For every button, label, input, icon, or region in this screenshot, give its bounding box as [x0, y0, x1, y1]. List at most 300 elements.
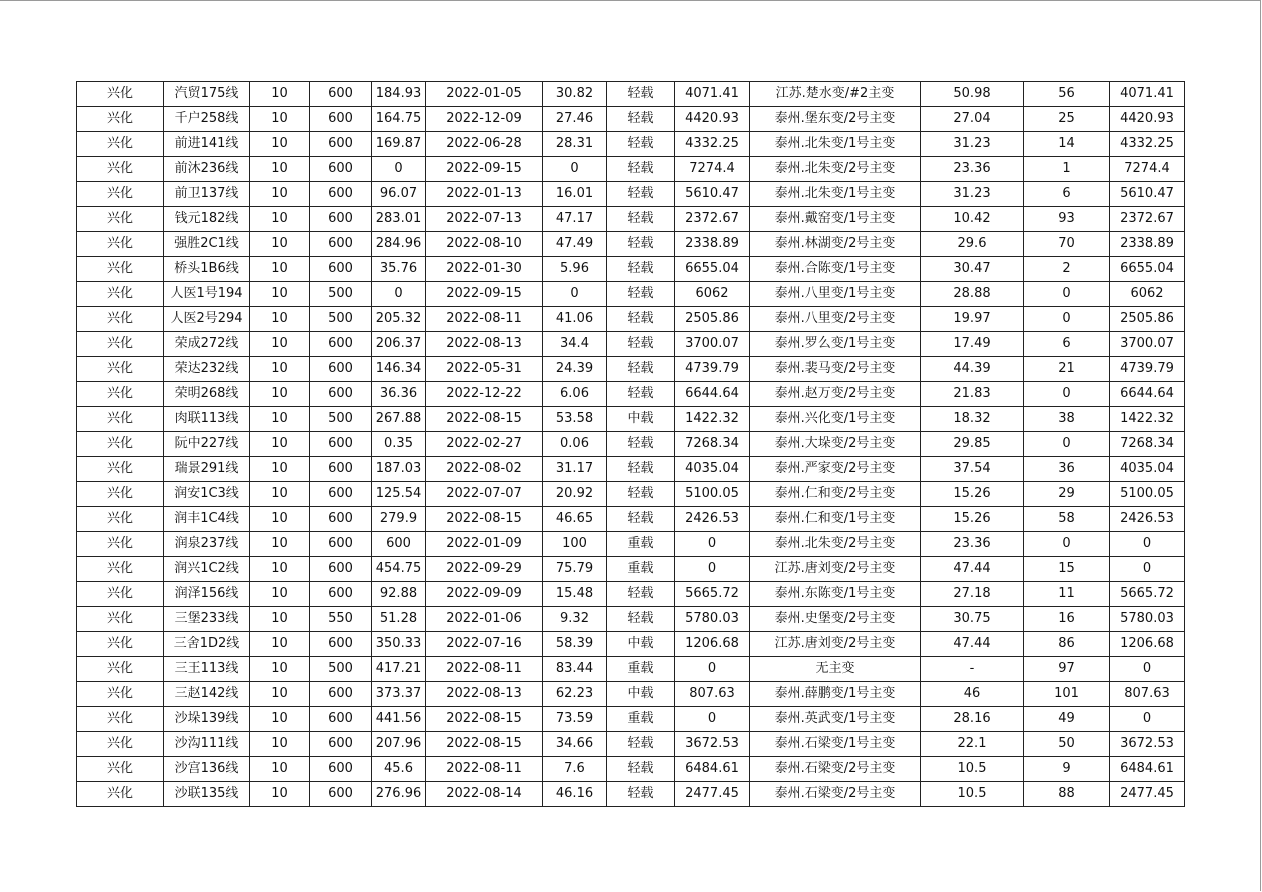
transformer-load-rate-cell: 10.42: [921, 207, 1024, 232]
remaining-capacity-cell: 1206.68: [1110, 632, 1185, 657]
transformer-cell: 江苏.唐刘变/2号主变: [750, 557, 921, 582]
region-cell: 兴化: [77, 182, 164, 207]
table-row: [77, 507, 1185, 532]
count-cell: 36: [1024, 457, 1110, 482]
date-cell: 2022-08-02: [426, 457, 543, 482]
voltage-cell: 10: [250, 632, 310, 657]
region-cell: 兴化: [77, 757, 164, 782]
voltage-cell: 10: [250, 457, 310, 482]
region-cell: 兴化: [77, 332, 164, 357]
available-capacity-cell: 4420.93: [675, 107, 750, 132]
capacity-cell: 600: [310, 107, 372, 132]
load-rate-cell: 15.48: [543, 582, 607, 607]
line-name-cell: 前沐236线: [164, 157, 250, 182]
capacity-cell: 600: [310, 257, 372, 282]
transformer-load-rate-cell: 10.5: [921, 757, 1024, 782]
line-name-cell: 沙联135线: [164, 782, 250, 807]
available-capacity-cell: 0: [675, 532, 750, 557]
count-cell: 15: [1024, 557, 1110, 582]
line-name-cell: 强胜2C1线: [164, 232, 250, 257]
load-status-cell: 轻载: [607, 757, 675, 782]
available-capacity-cell: 1206.68: [675, 632, 750, 657]
transformer-cell: 无主变: [750, 657, 921, 682]
voltage-cell: 10: [250, 332, 310, 357]
voltage-cell: 10: [250, 507, 310, 532]
transformer-load-rate-cell: 46: [921, 682, 1024, 707]
voltage-cell: 10: [250, 207, 310, 232]
line-name-cell: 沙宫136线: [164, 757, 250, 782]
region-cell: 兴化: [77, 632, 164, 657]
load-rate-cell: 28.31: [543, 132, 607, 157]
line-name-cell: 钱元182线: [164, 207, 250, 232]
line-name-cell: 人医1号194: [164, 282, 250, 307]
capacity-cell: 600: [310, 182, 372, 207]
count-cell: 14: [1024, 132, 1110, 157]
load-rate-cell: 47.49: [543, 232, 607, 257]
voltage-cell: 10: [250, 357, 310, 382]
voltage-cell: 10: [250, 107, 310, 132]
table-row: [77, 457, 1185, 482]
capacity-cell: 600: [310, 157, 372, 182]
remaining-capacity-cell: 2338.89: [1110, 232, 1185, 257]
capacity-cell: 600: [310, 332, 372, 357]
date-cell: 2022-09-15: [426, 157, 543, 182]
available-capacity-cell: 0: [675, 657, 750, 682]
transformer-cell: 泰州.兴化变/1号主变: [750, 407, 921, 432]
remaining-capacity-cell: 0: [1110, 657, 1185, 682]
transformer-load-rate-cell: 22.1: [921, 732, 1024, 757]
voltage-cell: 10: [250, 782, 310, 807]
date-cell: 2022-08-11: [426, 757, 543, 782]
date-cell: 2022-08-13: [426, 332, 543, 357]
load-status-cell: 中载: [607, 407, 675, 432]
date-cell: 2022-08-15: [426, 732, 543, 757]
load-rate-cell: 46.65: [543, 507, 607, 532]
load-cell: 206.37: [372, 332, 426, 357]
transformer-cell: 江苏.唐刘变/2号主变: [750, 632, 921, 657]
line-name-cell: 三赵142线: [164, 682, 250, 707]
load-rate-cell: 46.16: [543, 782, 607, 807]
table-row: [77, 132, 1185, 157]
transformer-cell: 泰州.八里变/1号主变: [750, 282, 921, 307]
transformer-load-rate-cell: 10.5: [921, 782, 1024, 807]
date-cell: 2022-07-16: [426, 632, 543, 657]
voltage-cell: 10: [250, 557, 310, 582]
load-status-cell: 重载: [607, 657, 675, 682]
line-name-cell: 沙垛139线: [164, 707, 250, 732]
available-capacity-cell: 5100.05: [675, 482, 750, 507]
load-status-cell: 轻载: [607, 457, 675, 482]
table-row: [77, 757, 1185, 782]
region-cell: 兴化: [77, 682, 164, 707]
capacity-cell: 600: [310, 732, 372, 757]
count-cell: 9: [1024, 757, 1110, 782]
load-cell: 125.54: [372, 482, 426, 507]
transformer-cell: 泰州.大垛变/2号主变: [750, 432, 921, 457]
transformer-load-rate-cell: -: [921, 657, 1024, 682]
line-name-cell: 前卫137线: [164, 182, 250, 207]
transformer-cell: 泰州.赵万变/2号主变: [750, 382, 921, 407]
transformer-load-rate-cell: 29.85: [921, 432, 1024, 457]
load-rate-cell: 5.96: [543, 257, 607, 282]
load-cell: 51.28: [372, 607, 426, 632]
remaining-capacity-cell: 5610.47: [1110, 182, 1185, 207]
transformer-cell: 泰州.林湖变/2号主变: [750, 232, 921, 257]
count-cell: 93: [1024, 207, 1110, 232]
load-status-cell: 轻载: [607, 507, 675, 532]
remaining-capacity-cell: 2477.45: [1110, 782, 1185, 807]
load-cell: 187.03: [372, 457, 426, 482]
capacity-cell: 500: [310, 307, 372, 332]
region-cell: 兴化: [77, 257, 164, 282]
load-cell: 207.96: [372, 732, 426, 757]
table-row: [77, 607, 1185, 632]
available-capacity-cell: 5780.03: [675, 607, 750, 632]
load-status-cell: 轻载: [607, 157, 675, 182]
remaining-capacity-cell: 4332.25: [1110, 132, 1185, 157]
transformer-cell: 泰州.石梁变/2号主变: [750, 757, 921, 782]
count-cell: 16: [1024, 607, 1110, 632]
date-cell: 2022-08-13: [426, 682, 543, 707]
transformer-cell: 泰州.戴窑变/1号主变: [750, 207, 921, 232]
transformer-load-rate-cell: 15.26: [921, 507, 1024, 532]
capacity-cell: 500: [310, 657, 372, 682]
transformer-load-rate-cell: 27.18: [921, 582, 1024, 607]
capacity-cell: 600: [310, 757, 372, 782]
transformer-cell: 泰州.北朱变/1号主变: [750, 182, 921, 207]
table-row: [77, 732, 1185, 757]
transformer-cell: 泰州.合陈变/1号主变: [750, 257, 921, 282]
count-cell: 29: [1024, 482, 1110, 507]
transformer-cell: 泰州.罗么变/1号主变: [750, 332, 921, 357]
load-status-cell: 轻载: [607, 782, 675, 807]
available-capacity-cell: 2372.67: [675, 207, 750, 232]
available-capacity-cell: 4035.04: [675, 457, 750, 482]
load-rate-cell: 9.32: [543, 607, 607, 632]
load-rate-cell: 0.06: [543, 432, 607, 457]
date-cell: 2022-12-09: [426, 107, 543, 132]
count-cell: 58: [1024, 507, 1110, 532]
transformer-load-rate-cell: 44.39: [921, 357, 1024, 382]
line-name-cell: 汽贸175线: [164, 82, 250, 107]
date-cell: 2022-07-07: [426, 482, 543, 507]
remaining-capacity-cell: 4739.79: [1110, 357, 1185, 382]
count-cell: 0: [1024, 282, 1110, 307]
line-name-cell: 桥头1B6线: [164, 257, 250, 282]
date-cell: 2022-07-13: [426, 207, 543, 232]
transformer-load-rate-cell: 30.47: [921, 257, 1024, 282]
available-capacity-cell: 4739.79: [675, 357, 750, 382]
available-capacity-cell: 6062: [675, 282, 750, 307]
table-row: [77, 707, 1185, 732]
load-status-cell: 轻载: [607, 332, 675, 357]
load-status-cell: 中载: [607, 632, 675, 657]
count-cell: 0: [1024, 432, 1110, 457]
load-status-cell: 重载: [607, 557, 675, 582]
capacity-cell: 600: [310, 432, 372, 457]
line-name-cell: 前进141线: [164, 132, 250, 157]
line-name-cell: 润泉237线: [164, 532, 250, 557]
voltage-cell: 10: [250, 707, 310, 732]
count-cell: 56: [1024, 82, 1110, 107]
load-cell: 600: [372, 532, 426, 557]
region-cell: 兴化: [77, 607, 164, 632]
remaining-capacity-cell: 7274.4: [1110, 157, 1185, 182]
region-cell: 兴化: [77, 232, 164, 257]
remaining-capacity-cell: 3672.53: [1110, 732, 1185, 757]
voltage-cell: 10: [250, 482, 310, 507]
available-capacity-cell: 0: [675, 557, 750, 582]
transformer-cell: 泰州.严家变/2号主变: [750, 457, 921, 482]
table-row: [77, 332, 1185, 357]
load-rate-cell: 100: [543, 532, 607, 557]
load-status-cell: 重载: [607, 532, 675, 557]
line-name-cell: 沙沟111线: [164, 732, 250, 757]
load-rate-cell: 0: [543, 282, 607, 307]
transformer-cell: 江苏.楚水变/#2主变: [750, 82, 921, 107]
transformer-load-rate-cell: 27.04: [921, 107, 1024, 132]
load-rate-cell: 41.06: [543, 307, 607, 332]
date-cell: 2022-01-09: [426, 532, 543, 557]
date-cell: 2022-01-05: [426, 82, 543, 107]
capacity-cell: 600: [310, 457, 372, 482]
voltage-cell: 10: [250, 657, 310, 682]
transformer-cell: 泰州.英武变/1号主变: [750, 707, 921, 732]
remaining-capacity-cell: 5665.72: [1110, 582, 1185, 607]
voltage-cell: 10: [250, 257, 310, 282]
load-cell: 184.93: [372, 82, 426, 107]
voltage-cell: 10: [250, 732, 310, 757]
count-cell: 2: [1024, 257, 1110, 282]
voltage-cell: 10: [250, 432, 310, 457]
available-capacity-cell: 5610.47: [675, 182, 750, 207]
remaining-capacity-cell: 5780.03: [1110, 607, 1185, 632]
load-status-cell: 轻载: [607, 107, 675, 132]
date-cell: 2022-01-30: [426, 257, 543, 282]
remaining-capacity-cell: 807.63: [1110, 682, 1185, 707]
load-rate-cell: 24.39: [543, 357, 607, 382]
region-cell: 兴化: [77, 507, 164, 532]
load-cell: 284.96: [372, 232, 426, 257]
load-rate-cell: 73.59: [543, 707, 607, 732]
remaining-capacity-cell: 6644.64: [1110, 382, 1185, 407]
region-cell: 兴化: [77, 382, 164, 407]
available-capacity-cell: 4071.41: [675, 82, 750, 107]
available-capacity-cell: 2338.89: [675, 232, 750, 257]
count-cell: 86: [1024, 632, 1110, 657]
load-cell: 267.88: [372, 407, 426, 432]
load-rate-cell: 20.92: [543, 482, 607, 507]
transformer-cell: 泰州.八里变/2号主变: [750, 307, 921, 332]
available-capacity-cell: 7268.34: [675, 432, 750, 457]
count-cell: 0: [1024, 382, 1110, 407]
load-status-cell: 轻载: [607, 182, 675, 207]
transformer-cell: 泰州.北朱变/2号主变: [750, 157, 921, 182]
remaining-capacity-cell: 2372.67: [1110, 207, 1185, 232]
voltage-cell: 10: [250, 607, 310, 632]
load-cell: 96.07: [372, 182, 426, 207]
transformer-load-rate-cell: 28.88: [921, 282, 1024, 307]
date-cell: 2022-09-15: [426, 282, 543, 307]
count-cell: 70: [1024, 232, 1110, 257]
remaining-capacity-cell: 0: [1110, 557, 1185, 582]
transformer-cell: 泰州.北朱变/2号主变: [750, 532, 921, 557]
table-row: [77, 282, 1185, 307]
capacity-cell: 600: [310, 507, 372, 532]
table-row: [77, 407, 1185, 432]
count-cell: 38: [1024, 407, 1110, 432]
available-capacity-cell: 6484.61: [675, 757, 750, 782]
load-status-cell: 轻载: [607, 307, 675, 332]
region-cell: 兴化: [77, 157, 164, 182]
transformer-load-rate-cell: 18.32: [921, 407, 1024, 432]
voltage-cell: 10: [250, 307, 310, 332]
table-row: [77, 782, 1185, 807]
remaining-capacity-cell: 4071.41: [1110, 82, 1185, 107]
count-cell: 0: [1024, 532, 1110, 557]
table-row: [77, 682, 1185, 707]
region-cell: 兴化: [77, 407, 164, 432]
region-cell: 兴化: [77, 282, 164, 307]
line-name-cell: 三王113线: [164, 657, 250, 682]
remaining-capacity-cell: 6655.04: [1110, 257, 1185, 282]
line-name-cell: 润泽156线: [164, 582, 250, 607]
remaining-capacity-cell: 1422.32: [1110, 407, 1185, 432]
voltage-cell: 10: [250, 382, 310, 407]
load-status-cell: 轻载: [607, 257, 675, 282]
available-capacity-cell: 6644.64: [675, 382, 750, 407]
date-cell: 2022-01-06: [426, 607, 543, 632]
count-cell: 21: [1024, 357, 1110, 382]
remaining-capacity-cell: 2426.53: [1110, 507, 1185, 532]
region-cell: 兴化: [77, 357, 164, 382]
line-name-cell: 三舍1D2线: [164, 632, 250, 657]
line-name-cell: 三堡233线: [164, 607, 250, 632]
count-cell: 6: [1024, 182, 1110, 207]
voltage-cell: 10: [250, 82, 310, 107]
load-status-cell: 轻载: [607, 732, 675, 757]
line-name-cell: 润丰1C4线: [164, 507, 250, 532]
available-capacity-cell: 1422.32: [675, 407, 750, 432]
load-rate-cell: 7.6: [543, 757, 607, 782]
load-status-cell: 轻载: [607, 282, 675, 307]
capacity-cell: 600: [310, 707, 372, 732]
load-rate-cell: 34.66: [543, 732, 607, 757]
load-cell: 0: [372, 157, 426, 182]
date-cell: 2022-08-11: [426, 657, 543, 682]
transformer-load-rate-cell: 23.36: [921, 157, 1024, 182]
capacity-cell: 600: [310, 232, 372, 257]
line-name-cell: 人医2号294: [164, 307, 250, 332]
transformer-load-rate-cell: 50.98: [921, 82, 1024, 107]
transformer-load-rate-cell: 23.36: [921, 532, 1024, 557]
date-cell: 2022-08-15: [426, 507, 543, 532]
transformer-load-rate-cell: 30.75: [921, 607, 1024, 632]
table-row: [77, 557, 1185, 582]
region-cell: 兴化: [77, 582, 164, 607]
region-cell: 兴化: [77, 82, 164, 107]
transformer-load-rate-cell: 37.54: [921, 457, 1024, 482]
remaining-capacity-cell: 0: [1110, 707, 1185, 732]
line-name-cell: 润兴1C2线: [164, 557, 250, 582]
load-cell: 0.35: [372, 432, 426, 457]
date-cell: 2022-12-22: [426, 382, 543, 407]
region-cell: 兴化: [77, 557, 164, 582]
region-cell: 兴化: [77, 707, 164, 732]
load-cell: 92.88: [372, 582, 426, 607]
load-rate-cell: 34.4: [543, 332, 607, 357]
transformer-load-rate-cell: 31.23: [921, 132, 1024, 157]
load-cell: 146.34: [372, 357, 426, 382]
load-status-cell: 轻载: [607, 582, 675, 607]
load-cell: 205.32: [372, 307, 426, 332]
transformer-load-rate-cell: 19.97: [921, 307, 1024, 332]
count-cell: 6: [1024, 332, 1110, 357]
count-cell: 49: [1024, 707, 1110, 732]
capacity-cell: 600: [310, 82, 372, 107]
capacity-cell: 600: [310, 632, 372, 657]
load-cell: 350.33: [372, 632, 426, 657]
available-capacity-cell: 3672.53: [675, 732, 750, 757]
load-rate-cell: 47.17: [543, 207, 607, 232]
voltage-cell: 10: [250, 757, 310, 782]
capacity-cell: 600: [310, 582, 372, 607]
load-rate-cell: 53.58: [543, 407, 607, 432]
voltage-cell: 10: [250, 682, 310, 707]
load-cell: 373.37: [372, 682, 426, 707]
line-name-cell: 荣成272线: [164, 332, 250, 357]
load-cell: 276.96: [372, 782, 426, 807]
transformer-cell: 泰州.石梁变/1号主变: [750, 732, 921, 757]
table-row: [77, 357, 1185, 382]
transformer-cell: 泰州.堡东变/2号主变: [750, 107, 921, 132]
date-cell: 2022-05-31: [426, 357, 543, 382]
load-status-cell: 重载: [607, 707, 675, 732]
table-body: [77, 82, 1185, 807]
load-status-cell: 轻载: [607, 207, 675, 232]
count-cell: 11: [1024, 582, 1110, 607]
voltage-cell: 10: [250, 407, 310, 432]
line-name-cell: 阮中227线: [164, 432, 250, 457]
transformer-load-rate-cell: 17.49: [921, 332, 1024, 357]
region-cell: 兴化: [77, 207, 164, 232]
date-cell: 2022-06-28: [426, 132, 543, 157]
load-cell: 36.36: [372, 382, 426, 407]
available-capacity-cell: 2426.53: [675, 507, 750, 532]
table-row: [77, 232, 1185, 257]
transformer-load-rate-cell: 47.44: [921, 557, 1024, 582]
transformer-load-rate-cell: 28.16: [921, 707, 1024, 732]
load-cell: 45.6: [372, 757, 426, 782]
count-cell: 0: [1024, 307, 1110, 332]
remaining-capacity-cell: 4420.93: [1110, 107, 1185, 132]
load-rate-cell: 30.82: [543, 82, 607, 107]
line-name-cell: 荣明268线: [164, 382, 250, 407]
capacity-cell: 600: [310, 782, 372, 807]
capacity-cell: 500: [310, 407, 372, 432]
region-cell: 兴化: [77, 132, 164, 157]
available-capacity-cell: 807.63: [675, 682, 750, 707]
region-cell: 兴化: [77, 532, 164, 557]
load-rate-cell: 62.23: [543, 682, 607, 707]
remaining-capacity-cell: 4035.04: [1110, 457, 1185, 482]
load-rate-cell: 75.79: [543, 557, 607, 582]
transformer-load-rate-cell: 15.26: [921, 482, 1024, 507]
transformer-cell: 泰州.仁和变/1号主变: [750, 507, 921, 532]
remaining-capacity-cell: 6484.61: [1110, 757, 1185, 782]
region-cell: 兴化: [77, 107, 164, 132]
date-cell: 2022-09-29: [426, 557, 543, 582]
